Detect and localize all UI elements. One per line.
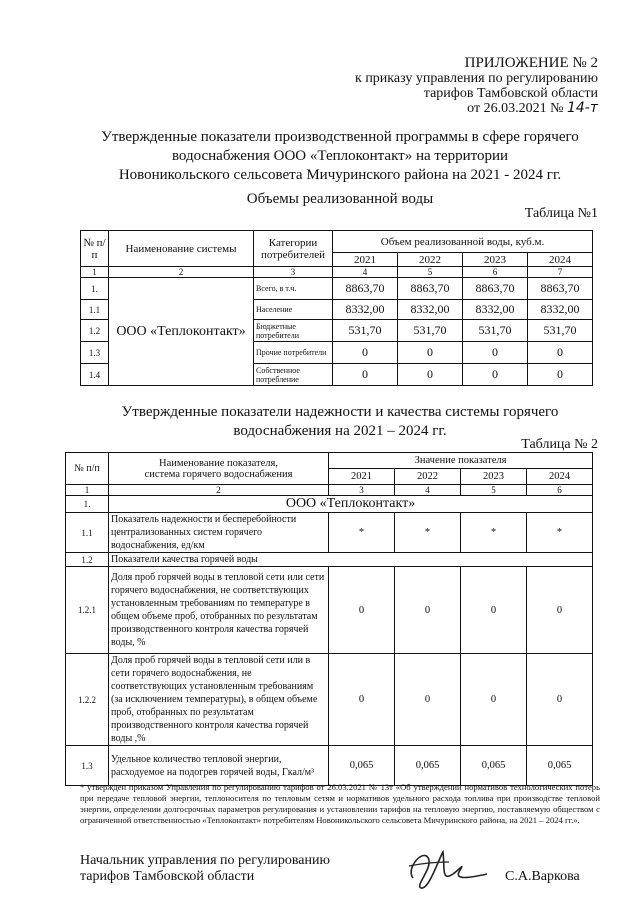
table-row: [81, 278, 593, 300]
title-line-3: Новоникольского сельсовета Мичуринского района на 2021 - 2024 гг.: [118, 167, 562, 183]
row-value: 8863,70: [398, 278, 463, 300]
signatory-name: С.А.Варкова: [505, 869, 580, 884]
section1-heading: Объемы реализованной воды: [246, 191, 434, 207]
t2-col-num: 1: [66, 485, 109, 496]
row-value: 0: [398, 364, 463, 386]
row-indicator: Доля проб горячей воды в тепловой сети или сети горячего водоснабжения, не соответствующих установленным требованиям по температуре в общем объеме проб, отобранных по результатам производственного контроля качества горячей воды, %: [109, 567, 329, 654]
t2-header-num: № п/п: [66, 453, 109, 485]
row-num: 1.: [66, 496, 109, 513]
t2-header-value: Значение показателя: [329, 453, 593, 469]
row-value: 8863,70: [333, 278, 398, 300]
section2-heading: [60, 403, 620, 441]
quality-table: [65, 452, 593, 786]
t2-year: 2023: [461, 469, 527, 485]
row-value: 0: [395, 567, 461, 654]
row-value: 0,065: [527, 746, 593, 786]
t2-org-name: ООО «Теплоконтакт»: [109, 496, 593, 513]
t2-header-name-line2: система горячего водоснабжения: [144, 468, 293, 480]
row-num: 1.3: [66, 746, 109, 786]
handwritten-signature: [395, 838, 495, 894]
row-value: 0: [329, 654, 395, 746]
t2-col-num: 6: [527, 485, 593, 496]
t1-year: 2021: [333, 253, 398, 267]
row-category: Бюджетные потребители: [254, 320, 333, 342]
row-indicator: Доля проб горячей воды в тепловой сети или в сети горячего водоснабжения, не соответствующих установленным требованиям (за исключением температуры), в общем объеме проб, отобранных по результатам производственного контроля качества горячей воды ,%: [109, 654, 329, 746]
signatory-title-line1: Начальник управления по регулированию: [80, 853, 330, 868]
row-indicator: Показатель надежности и бесперебойности централизованных систем горячего водоснабжения, ед/км: [109, 513, 329, 553]
order-number: 14-т: [566, 100, 598, 116]
row-num: 1.4: [81, 364, 109, 386]
t2-year: 2022: [395, 469, 461, 485]
signatory-title-line2: тарифов Тамбовской области: [80, 869, 255, 884]
t1-system-name: ООО «Теплоконтакт»: [109, 278, 254, 386]
appendix-title: ПРИЛОЖЕНИЕ № 2: [464, 55, 598, 71]
row-num: 1.2: [66, 553, 109, 567]
row-value: 0: [333, 342, 398, 364]
row-value: 0: [398, 342, 463, 364]
row-num: 1.2: [81, 320, 109, 342]
section2-heading-line2: водоснабжения на 2021 – 2024 гг.: [233, 423, 447, 439]
document-title: [60, 128, 620, 185]
row-value: 531,70: [333, 320, 398, 342]
volumes-table: [80, 230, 593, 386]
table-row: [66, 496, 593, 513]
order-date: от 26.03.2021 №: [467, 101, 564, 116]
t1-col-num: 7: [528, 267, 593, 278]
row-value: 8332,00: [528, 300, 593, 320]
row-value: 0: [395, 654, 461, 746]
row-value: *: [527, 513, 593, 553]
table1-label: Таблица №1: [524, 206, 598, 221]
row-category: Всего, в т.ч.: [254, 278, 333, 300]
t1-col-num: 1: [81, 267, 109, 278]
row-num: 1.2.1: [66, 567, 109, 654]
section2-heading-line1: Утвержденные показатели надежности и качества системы горячего: [121, 404, 559, 420]
row-value: 531,70: [463, 320, 528, 342]
t2-year: 2021: [329, 469, 395, 485]
row-value: 0: [461, 567, 527, 654]
signatory-title: [80, 853, 330, 885]
table-row: [66, 654, 593, 746]
row-value: 0: [461, 654, 527, 746]
t1-col-num: 5: [398, 267, 463, 278]
t2-col-num: 2: [109, 485, 329, 496]
row-num: 1.2.2: [66, 654, 109, 746]
row-value: 0: [463, 364, 528, 386]
t2-header-name: [109, 453, 329, 485]
footnote: * утвержден приказом Управления по регулированию тарифов от 26.03.2021 № 13т «Об утверждении нормативов технологических потерь при передаче тепловой энергии, теплоносителя по тепловым сетям и нормативов удельного расхода топлива при производстве тепловой энергии, определении долгосрочных параметров регулирования и установлении тарифов на тепловую энергию, поставляемую обществом с ограниченной ответственностью «Теплоконтакт» потребителям Новоникольского сельсовета Мичуринского района, на 2021 – 2024 гг.».: [80, 782, 600, 825]
row-num: 1.1: [81, 300, 109, 320]
title-line-2: водоснабжения ООО «Теплоконтакт» на территории: [171, 148, 509, 164]
row-value: 8863,70: [463, 278, 528, 300]
title-line-1: Утвержденные показатели производственной программы в сфере горячего: [101, 129, 579, 145]
row-num: 1.: [81, 278, 109, 300]
t1-year: 2023: [463, 253, 528, 267]
t1-col-num: 6: [463, 267, 528, 278]
row-value: 0,065: [461, 746, 527, 786]
row-value: 8332,00: [398, 300, 463, 320]
row-value: 0: [463, 342, 528, 364]
row-value: 0: [329, 567, 395, 654]
appendix-ref-line2: тарифов Тамбовской области: [423, 86, 598, 101]
row-num: 1.1: [66, 513, 109, 553]
row-category: Население: [254, 300, 333, 320]
row-num: 1.3: [81, 342, 109, 364]
row-value: 0,065: [329, 746, 395, 786]
row-value: 0: [528, 342, 593, 364]
row-value: 531,70: [528, 320, 593, 342]
t2-col-num: 3: [329, 485, 395, 496]
row-indicator: Удельное количество тепловой энергии, расходуемое на подогрев горячей воды, Гкал/м³: [109, 746, 329, 786]
t1-col-num: 3: [254, 267, 333, 278]
table-row: [66, 567, 593, 654]
t2-year: 2024: [527, 469, 593, 485]
row-value: 0: [527, 567, 593, 654]
row-value: 8332,00: [333, 300, 398, 320]
row-value: 531,70: [398, 320, 463, 342]
table-row: [66, 746, 593, 786]
row-value: *: [461, 513, 527, 553]
appendix-ref-line1: к приказу управления по регулированию: [355, 71, 598, 86]
row-category: Прочие потребители: [254, 342, 333, 364]
t2-col-num: 4: [395, 485, 461, 496]
t2-header-name-line1: Наименование показателя,: [159, 457, 278, 469]
row-value: 0: [528, 364, 593, 386]
row-indicator: Показатели качества горячей воды: [109, 553, 593, 567]
t1-header-name: Наименование системы: [109, 231, 254, 267]
t1-year: 2024: [528, 253, 593, 267]
t1-col-num: 2: [109, 267, 254, 278]
t1-header-category: Категории потребителей: [254, 231, 333, 267]
table2-label: Таблица № 2: [521, 437, 598, 452]
row-value: 8332,00: [463, 300, 528, 320]
appendix-date: [467, 100, 598, 117]
t1-header-num: № п/п: [81, 231, 109, 267]
t1-year: 2022: [398, 253, 463, 267]
t1-header-volume: Объем реализованной воды, куб.м.: [333, 231, 593, 253]
row-value: *: [395, 513, 461, 553]
row-category: Собственное потребление: [254, 364, 333, 386]
row-value: 8863,70: [528, 278, 593, 300]
t1-col-num: 4: [333, 267, 398, 278]
row-value: *: [329, 513, 395, 553]
row-value: 0,065: [395, 746, 461, 786]
table-row: [66, 553, 593, 567]
t2-col-num: 5: [461, 485, 527, 496]
row-value: 0: [527, 654, 593, 746]
table-row: [66, 513, 593, 553]
row-value: 0: [333, 364, 398, 386]
